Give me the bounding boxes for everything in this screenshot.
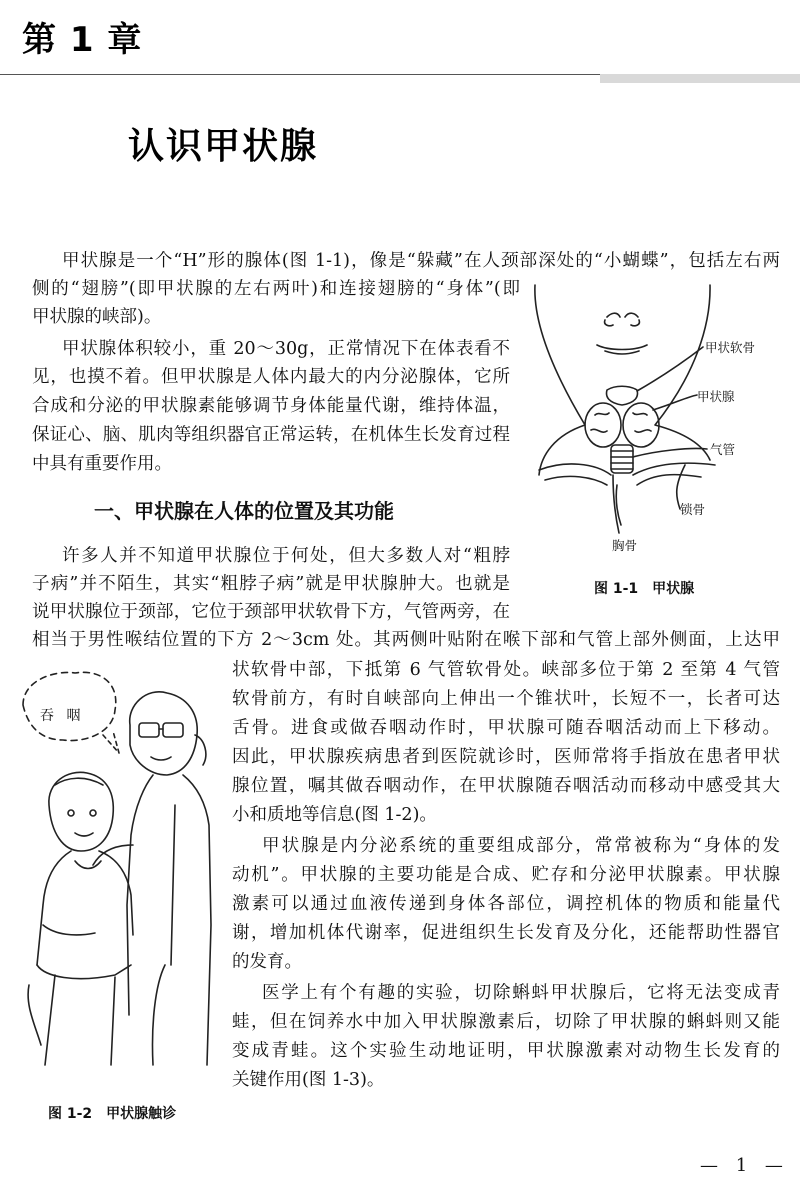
thyroid-neck-illustration xyxy=(525,285,795,555)
body-line: 的发育。 xyxy=(232,952,302,972)
page-number: — 1 — xyxy=(700,1155,789,1176)
figure1-caption: 图 1-1 甲状腺 xyxy=(594,581,695,597)
body-line: 关键作用(图 1-3)。 xyxy=(232,1070,385,1090)
body-line: 合成和分泌的甲状腺素能够调节身体能量代谢，维持体温， xyxy=(32,396,510,416)
body-line: 因此，甲状腺疾病患者到医院就诊时，医师常将手指放在患者甲状 xyxy=(232,747,780,767)
label-thyroid-cartilage: 甲状软骨 xyxy=(705,340,756,355)
label-thyroid-gland: 甲状腺 xyxy=(697,389,735,404)
body-line: 甲状腺的峡部)。 xyxy=(32,307,162,327)
body-line: 软骨前方，有时自峡部向上伸出一个锥状叶，长短不一，长者可达 xyxy=(232,689,780,709)
body-line: 甲状腺是内分泌系统的重要组成部分，常常被称为“身体的发 xyxy=(262,836,780,856)
body-line: 中具有重要作用。 xyxy=(32,454,172,474)
label-clavicle: 锁骨 xyxy=(680,502,706,517)
section-heading: 一、甲状腺在人体的位置及其功能 xyxy=(94,499,394,523)
body-line: 甲状腺体积较小，重 20～30g，正常情况下在体表看不 xyxy=(62,339,510,359)
body-line: 甲状腺是一个“H”形的腺体(图 1-1)，像是“躲藏”在人颈部深处的“小蝴蝶”，包括左右两 xyxy=(62,251,780,271)
body-line: 谢，增加机体代谢率，促进组织生长发育及分化，还能帮助性器官 xyxy=(232,923,780,943)
body-line: 变成青蛙。这个实验生动地证明，甲状腺激素对动物生长发育的 xyxy=(232,1041,780,1061)
label-trachea: 气管 xyxy=(710,442,736,457)
body-line: 激素可以通过血液传递到身体各部位，调控机体的物质和能量代 xyxy=(232,894,780,914)
body-line: 见，也摸不着。但甲状腺是人体内最大的内分泌腺体，它所 xyxy=(32,367,510,387)
chapter-heading: 第 1 章 xyxy=(22,20,143,60)
header-rule-shade xyxy=(600,74,800,83)
body-line: 医学上有个有趣的实验，切除蝌蚪甲状腺后，它将无法变成青 xyxy=(262,983,780,1003)
body-line: 说甲状腺位于颈部，它位于颈部甲状软骨下方，气管两旁，在 xyxy=(32,602,510,622)
body-line: 小和质地等信息(图 1-2)。 xyxy=(232,805,437,825)
body-line: 蛙，但在饲养水中加入甲状腺激素后，切除了甲状腺的蝌蚪则又能 xyxy=(232,1012,780,1032)
body-line: 许多人并不知道甲状腺位于何处，但大多数人对“粗脖 xyxy=(62,546,510,566)
body-line: 侧的“翅膀”(即甲状腺的左右两叶)和连接翅膀的“身体”(即 xyxy=(32,279,520,299)
body-line: 相当于男性喉结位置的下方 2～3cm 处。其两侧叶贴附在喉下部和气管上部外侧面，上达甲 xyxy=(32,630,780,650)
body-line: 状软骨中部，下抵第 6 气管软骨处。峡部多位于第 2 至第 4 气管 xyxy=(232,660,780,680)
body-line: 子病”并不陌生，其实“粗脖子病”就是甲状腺肿大。也就是 xyxy=(32,574,510,594)
speech-bubble-text: 吞 咽 xyxy=(40,708,85,724)
body-line: 腺位置，嘱其做吞咽动作，在甲状腺随吞咽活动而移动中感受其大 xyxy=(232,776,780,796)
palpation-illustration xyxy=(15,665,220,1085)
body-line: 动机”。甲状腺的主要功能是合成、贮存和分泌甲状腺素。甲状腺 xyxy=(232,865,780,885)
label-sternum: 胸骨 xyxy=(612,538,638,553)
figure2-caption: 图 1-2 甲状腺触诊 xyxy=(48,1106,177,1122)
body-line: 保证心、脑、肌肉等组织器官正常运转，在机体生长发育过程 xyxy=(32,425,510,445)
body-line: 舌骨。进食或做吞咽动作时，甲状腺可随吞咽活动而上下移动。 xyxy=(232,718,780,738)
page-title: 认识甲状腺 xyxy=(128,126,319,167)
